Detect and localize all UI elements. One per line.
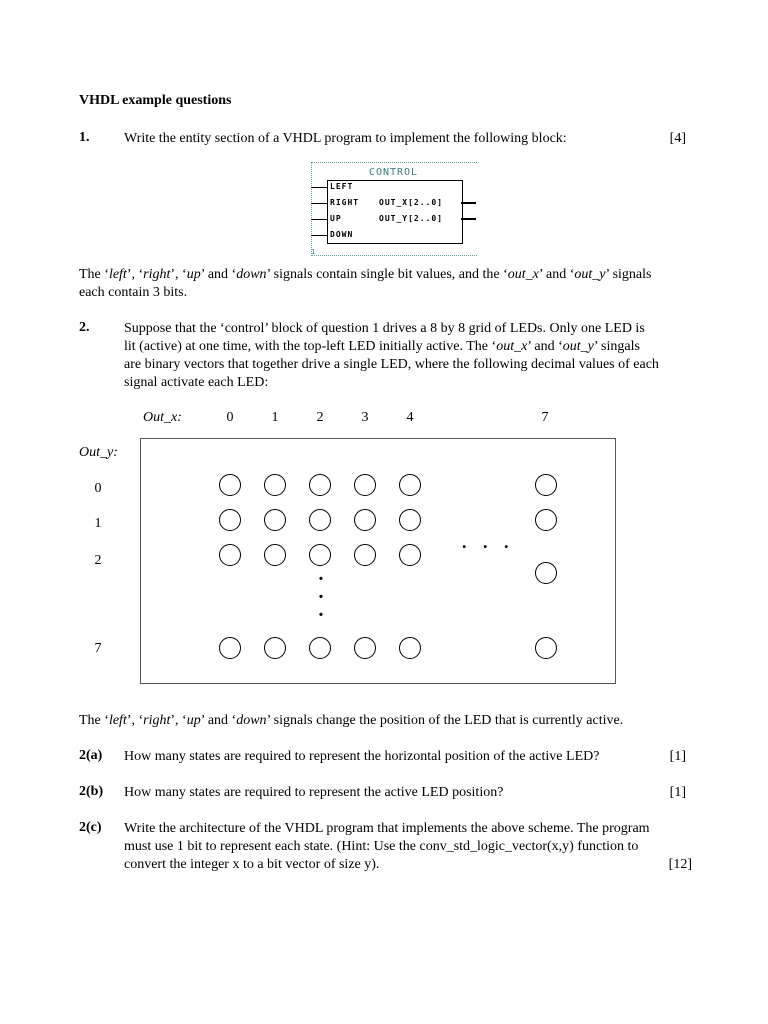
led (264, 509, 286, 531)
out-y-value: 1 (94, 516, 102, 531)
pin-out-x (461, 202, 476, 204)
q2c-line-3: convert the integer x to a bit vector of size y). (124, 857, 380, 872)
led (354, 474, 376, 496)
horizontal-ellipsis: . . . (462, 532, 515, 552)
q2c-text (124, 820, 701, 874)
led (309, 637, 331, 659)
q2c-line-1: Write the architecture of the VHDL program that implements the above scheme. The program (124, 821, 650, 836)
q2c-marks: [12] (668, 857, 692, 872)
out-y-value: 2 (94, 553, 102, 568)
led (309, 474, 331, 496)
output-label-out-x: OUT_X[2..0] (379, 198, 443, 207)
q2c-line-2: must use 1 bit to represent each state. (Hint: Use the conv_std_logic_vector(x,y) function to (124, 839, 639, 854)
q1-signal-note (79, 266, 701, 302)
out-x-value: 1 (271, 410, 279, 425)
led (399, 474, 421, 496)
q2c-number: 2(c) (79, 820, 102, 835)
led (219, 474, 241, 496)
pin-right (311, 203, 327, 204)
q2-line-2: lit (active) at one time, with the top-left LED initially active. The ‘out_x’ and ‘out_y’ singals (124, 339, 640, 354)
led (219, 637, 241, 659)
q2a-marks: [1] (669, 749, 686, 764)
q2b-text: How many states are required to represent the active LED position? (124, 785, 504, 800)
pin-up (311, 219, 327, 220)
vertical-ellipsis (316, 570, 326, 624)
led (264, 637, 286, 659)
led (399, 637, 421, 659)
pin-out-y (461, 218, 476, 220)
control-block-diagram (311, 162, 476, 258)
q2a-text: How many states are required to represent the horizontal position of the active LED? (124, 749, 600, 764)
output-label-out-y: OUT_Y[2..0] (379, 214, 443, 223)
vertical-ellipsis-dot: · (317, 586, 325, 608)
out-x-value: 7 (541, 410, 549, 425)
q1-text: Write the entity section of a VHDL program to implement the following block: (124, 131, 567, 146)
led (535, 637, 557, 659)
q2b-marks: [1] (669, 785, 686, 800)
led (309, 544, 331, 566)
input-label-up: UP (330, 214, 342, 223)
input-label-right: RIGHT (330, 198, 360, 207)
out-y-label: Out_y: (79, 445, 118, 460)
led (354, 509, 376, 531)
led (219, 509, 241, 531)
q2b-number: 2(b) (79, 784, 104, 799)
led (535, 474, 557, 496)
out-y-value: 7 (94, 641, 102, 656)
out-x-value: 2 (316, 410, 324, 425)
q2-number: 2. (79, 320, 90, 335)
led (309, 509, 331, 531)
q2-line-3: are binary vectors that together drive a single LED, where the following decimal values of each (124, 357, 659, 372)
pin-left (311, 187, 327, 188)
input-label-down: DOWN (330, 230, 354, 239)
q2-signal-note: The ‘left’, ‘right’, ‘up’ and ‘down’ signals change the position of the LED that is currently active. (79, 713, 624, 728)
led (399, 509, 421, 531)
out-x-label: Out_x: (143, 410, 182, 425)
q1-number: 1. (79, 130, 90, 145)
led (535, 509, 557, 531)
out-x-value: 4 (406, 410, 414, 425)
corner-mark: 1 (311, 248, 316, 256)
out-x-value: 3 (361, 410, 369, 425)
out-y-value: 0 (94, 481, 102, 496)
vertical-ellipsis-dot: · (317, 604, 325, 626)
q1-marks: [4] (669, 131, 686, 146)
q2-line-1: Suppose that the ‘control’ block of question 1 drives a 8 by 8 grid of LEDs. Only one LED is (124, 321, 645, 336)
led (264, 474, 286, 496)
led (354, 637, 376, 659)
vertical-ellipsis-dot: · (317, 568, 325, 590)
q2a-number: 2(a) (79, 748, 103, 763)
led (535, 562, 557, 584)
q1-note-line-2: each contain 3 bits. (79, 285, 188, 300)
led (399, 544, 421, 566)
led (219, 544, 241, 566)
out-x-value: 0 (226, 410, 234, 425)
page-title: VHDL example questions (79, 93, 232, 108)
input-label-left: LEFT (330, 182, 354, 191)
led (264, 544, 286, 566)
led (354, 544, 376, 566)
q2-line-4: signal activate each LED: (124, 375, 269, 390)
pin-down (311, 235, 327, 236)
q1-note-line-1: The ‘left’, ‘right’, ‘up’ and ‘down’ signals contain single bit values, and the ‘out_x’ and ‘out_y’ signals (79, 267, 652, 282)
q2-text (124, 320, 701, 392)
block-name: CONTROL (368, 167, 419, 178)
